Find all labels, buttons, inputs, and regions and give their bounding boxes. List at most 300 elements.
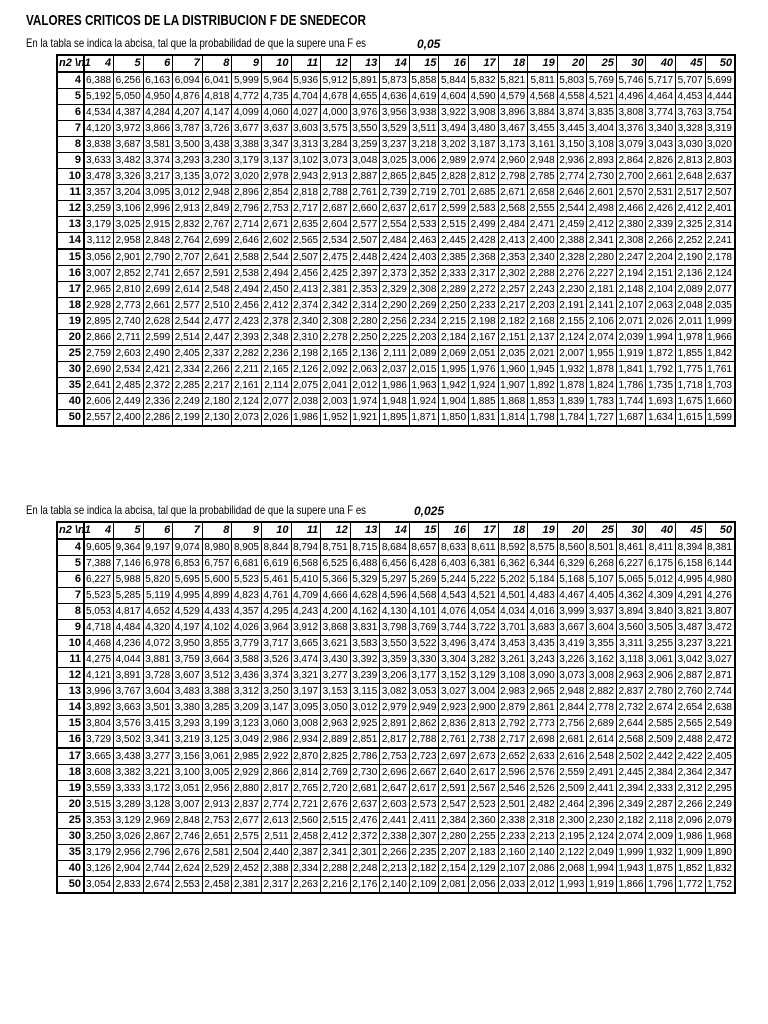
table-cell: 2,278 [321, 330, 351, 346]
table-cell: 2,753 [261, 201, 291, 217]
table-cell: 2,280 [587, 249, 617, 266]
table-cell: 2,089 [409, 346, 439, 362]
col-header-n1: 8 [202, 55, 232, 72]
table-cell: 2,617 [469, 765, 499, 781]
table-cell: 2,413 [498, 233, 528, 250]
table-cell: 5,523 [232, 572, 262, 588]
table-cell: 3,779 [232, 636, 262, 652]
table1-subtitle: En la tabla se indica la abcisa, tal que la probabilidad de que la supere una F es [26, 36, 366, 50]
table-cell: 2,063 [350, 362, 380, 378]
table-cell: 2,393 [232, 330, 262, 346]
table-cell: 6,619 [261, 556, 291, 572]
table-cell: 2,867 [143, 829, 173, 845]
table-cell: 2,412 [321, 829, 351, 845]
table-cell: 3,226 [557, 652, 587, 668]
table-cell: 3,560 [616, 620, 646, 636]
table-cell: 4,027 [291, 105, 321, 121]
table-cell: 2,761 [439, 732, 469, 749]
table-cell: 2,077 [261, 394, 291, 410]
table-cell: 3,550 [350, 121, 380, 137]
table-cell: 1,966 [705, 330, 735, 346]
table-cell: 3,665 [291, 636, 321, 652]
table-cell: 3,025 [114, 217, 144, 233]
table-cell: 4,534 [84, 105, 114, 121]
table-cell: 3,374 [261, 668, 291, 684]
table-cell: 2,464 [557, 797, 587, 813]
table-cell: 1,866 [616, 877, 646, 894]
table-cell: 2,241 [705, 233, 735, 250]
table-cell: 2,717 [498, 732, 528, 749]
table-row [57, 121, 735, 137]
table-cell: 2,109 [409, 877, 439, 894]
table-cell: 3,729 [84, 732, 114, 749]
col-header-n1: 19 [528, 522, 558, 539]
table-cell: 2,081 [439, 877, 469, 894]
table-cell: 2,089 [676, 282, 706, 298]
table-cell: 5,891 [350, 72, 380, 89]
table-cell: 1,909 [676, 845, 706, 861]
col-header-n1: 12 [321, 522, 351, 539]
table-cell: 2,194 [616, 266, 646, 282]
row-header-n2: 40 [57, 861, 84, 877]
table-cell: 2,307 [409, 829, 439, 845]
table-cell: 2,130 [202, 410, 232, 427]
table-row [57, 877, 735, 894]
table-cell: 3,285 [202, 700, 232, 716]
table-cell: 5,999 [232, 72, 262, 89]
row-header-n2: 16 [57, 732, 84, 749]
table-cell: 3,005 [202, 765, 232, 781]
table-cell: 2,336 [143, 394, 173, 410]
table-cell: 2,948 [557, 684, 587, 700]
table-cell: 2,882 [587, 684, 617, 700]
table-cell: 2,844 [557, 700, 587, 716]
table-cell: 2,617 [409, 781, 439, 797]
table-cell: 1,986 [291, 410, 321, 427]
table-cell: 2,813 [469, 716, 499, 732]
table-cell: 2,466 [616, 201, 646, 217]
table-cell: 1,986 [380, 378, 410, 394]
table-cell: 3,004 [469, 684, 499, 700]
table-cell: 2,591 [202, 266, 232, 282]
table-cell: 3,049 [232, 732, 262, 749]
table-row [57, 153, 735, 169]
table-cell: 4,405 [587, 588, 617, 604]
table-cell: 5,988 [114, 572, 144, 588]
table-cell: 6,978 [143, 556, 173, 572]
table-cell: 3,683 [528, 620, 558, 636]
table-cell: 2,714 [232, 217, 262, 233]
row-header-n2: 9 [57, 153, 84, 169]
row-header-n2: 15 [57, 249, 84, 266]
table-cell: 2,671 [498, 185, 528, 201]
row-header-n2: 25 [57, 346, 84, 362]
table-cell: 2,717 [291, 201, 321, 217]
table-cell: 1,921 [350, 410, 380, 427]
table-cell: 3,483 [173, 684, 203, 700]
table-cell: 2,388 [557, 233, 587, 250]
table-row [57, 620, 735, 636]
table-cell: 2,075 [291, 378, 321, 394]
table-cell: 3,717 [261, 636, 291, 652]
table-cell: 2,515 [321, 813, 351, 829]
table-cell: 1,772 [676, 877, 706, 894]
table-cell: 2,817 [380, 732, 410, 749]
table-cell: 8,501 [587, 539, 617, 556]
table-cell: 1,783 [587, 394, 617, 410]
table-cell: 1,976 [469, 362, 499, 378]
table-cell: 5,202 [498, 572, 528, 588]
table-cell: 2,476 [350, 813, 380, 829]
table-cell: 2,445 [439, 233, 469, 250]
table-row [57, 765, 735, 781]
table-cell: 4,823 [232, 588, 262, 604]
table-cell: 6,853 [173, 556, 203, 572]
col-header-n1: 10 [261, 522, 291, 539]
table-cell: 2,388 [261, 861, 291, 877]
table-cell: 3,056 [84, 249, 114, 266]
table-cell: 2,606 [84, 394, 114, 410]
table-cell: 3,135 [173, 169, 203, 185]
row-header-n2: 5 [57, 89, 84, 105]
table-cell: 3,891 [114, 668, 144, 684]
table-cell: 3,341 [143, 732, 173, 749]
table-cell: 2,233 [498, 829, 528, 845]
table-cell: 2,864 [616, 153, 646, 169]
row-header-n2: 19 [57, 781, 84, 797]
table-cell: 1,871 [409, 410, 439, 427]
table-cell: 3,259 [84, 201, 114, 217]
table-cell: 2,428 [469, 233, 499, 250]
table-row [57, 668, 735, 684]
table-cell: 2,136 [676, 266, 706, 282]
table-cell: 2,340 [291, 314, 321, 330]
table-cell: 3,128 [143, 797, 173, 813]
table-cell: 3,319 [705, 121, 735, 137]
col-header-n1: 12 [321, 55, 351, 72]
table-cell: 2,681 [350, 781, 380, 797]
table-cell: 2,426 [646, 201, 676, 217]
table-cell: 3,177 [409, 668, 439, 684]
table-cell: 4,818 [202, 89, 232, 105]
table-row [57, 217, 735, 233]
table-cell: 1,960 [498, 362, 528, 378]
table-cell: 2,769 [321, 765, 351, 781]
table-cell: 2,039 [616, 330, 646, 346]
table-cell: 2,501 [498, 797, 528, 813]
table-cell: 2,559 [557, 765, 587, 781]
table-cell: 2,168 [528, 314, 558, 330]
table-cell: 2,848 [173, 813, 203, 829]
table-cell: 2,979 [380, 700, 410, 716]
table-cell: 5,168 [557, 572, 587, 588]
col-header-n1: 40 [646, 55, 676, 72]
table-cell: 3,125 [202, 732, 232, 749]
table-cell: 4,735 [261, 89, 291, 105]
table-cell: 2,287 [646, 797, 676, 813]
table-cell: 1,852 [676, 861, 706, 877]
table-cell: 2,338 [380, 829, 410, 845]
table-cell: 4,995 [173, 588, 203, 604]
table-cell: 1,814 [498, 410, 528, 427]
table-cell: 2,565 [291, 233, 321, 250]
table-cell: 2,689 [587, 716, 617, 732]
table-cell: 4,044 [114, 652, 144, 668]
table-cell: 3,082 [380, 684, 410, 700]
table-cell: 1,761 [705, 362, 735, 378]
table-cell: 2,301 [350, 845, 380, 861]
table-row [57, 700, 735, 716]
table-cell: 2,484 [380, 233, 410, 250]
table-cell: 2,266 [202, 362, 232, 378]
table-cell: 3,106 [114, 201, 144, 217]
table-cell: 4,147 [202, 105, 232, 121]
table-cell: 4,558 [557, 89, 587, 105]
table-row [57, 394, 735, 410]
table-cell: 2,498 [587, 201, 617, 217]
table-cell: 3,112 [84, 233, 114, 250]
col-header-n1: 16 [439, 55, 469, 72]
col-header-n1: 7 [173, 55, 203, 72]
table-cell: 4,120 [84, 121, 114, 137]
table-cell: 2,767 [202, 217, 232, 233]
row-header-n2: 7 [57, 588, 84, 604]
table-cell: 8,633 [439, 539, 469, 556]
table-cell: 3,095 [143, 185, 173, 201]
table-row [57, 781, 735, 797]
table-cell: 2,906 [646, 668, 676, 684]
table-cell: 8,394 [676, 539, 706, 556]
table-cell: 2,137 [528, 330, 558, 346]
table-cell: 2,965 [84, 282, 114, 298]
table-cell: 5,803 [557, 72, 587, 89]
table-cell: 3,996 [84, 684, 114, 700]
table-cell: 2,340 [528, 249, 558, 266]
table-cell: 2,699 [202, 233, 232, 250]
table-cell: 2,079 [705, 813, 735, 829]
table-cell: 2,637 [705, 169, 735, 185]
col-header-n1: 40 [646, 522, 676, 539]
header-row [57, 55, 735, 72]
col-header-n1: 7 [173, 522, 203, 539]
table-cell: 2,400 [114, 410, 144, 427]
table-cell: 4,130 [380, 604, 410, 620]
table-cell: 2,484 [498, 217, 528, 233]
table-cell: 4,016 [528, 604, 558, 620]
table-cell: 4,761 [261, 588, 291, 604]
table-cell: 2,660 [350, 201, 380, 217]
table-cell: 4,619 [409, 89, 439, 105]
table-cell: 2,893 [587, 153, 617, 169]
table-cell: 1,735 [646, 378, 676, 394]
table-cell: 3,438 [202, 137, 232, 153]
col-header-n1: 15 [409, 55, 439, 72]
table-cell: 2,812 [469, 169, 499, 185]
table-cell: 4,876 [173, 89, 203, 105]
table-cell: 2,411 [409, 813, 439, 829]
table-cell: 2,788 [409, 732, 439, 749]
table-cell: 8,794 [291, 539, 321, 556]
table-cell: 2,696 [380, 765, 410, 781]
table-row [57, 797, 735, 813]
table-cell: 2,553 [173, 877, 203, 894]
table-cell: 4,102 [202, 620, 232, 636]
table-cell: 2,403 [409, 249, 439, 266]
table-cell: 3,374 [143, 153, 173, 169]
table-cell: 2,252 [676, 233, 706, 250]
table-cell: 2,068 [557, 861, 587, 877]
table-cell: 8,684 [380, 539, 410, 556]
table-cell: 3,353 [84, 813, 114, 829]
table-cell: 3,079 [616, 137, 646, 153]
table-cell: 1,853 [528, 394, 558, 410]
table-cell: 3,202 [439, 137, 469, 153]
table-cell: 5,811 [528, 72, 558, 89]
table-cell: 1,855 [676, 346, 706, 362]
table-cell: 5,107 [587, 572, 617, 588]
table-cell: 2,342 [321, 298, 351, 314]
table-cell: 3,445 [557, 121, 587, 137]
table-cell: 2,165 [321, 346, 351, 362]
table-cell: 2,124 [587, 829, 617, 845]
table-cell: 2,012 [350, 378, 380, 394]
table-cell: 2,458 [291, 829, 321, 845]
table-cell: 2,792 [498, 716, 528, 732]
table-cell: 2,956 [202, 781, 232, 797]
table-cell: 5,523 [84, 588, 114, 604]
table-cell: 2,637 [380, 201, 410, 217]
table-cell: 2,372 [350, 829, 380, 845]
table-cell: 3,663 [114, 700, 144, 716]
table-cell: 2,744 [143, 861, 173, 877]
table-row [57, 716, 735, 732]
table-cell: 2,891 [380, 716, 410, 732]
table-cell: 3,359 [380, 652, 410, 668]
table-cell: 6,041 [202, 72, 232, 89]
row-header-n2: 6 [57, 105, 84, 121]
table-cell: 4,309 [646, 588, 676, 604]
table-cell: 3,115 [350, 684, 380, 700]
table-cell: 2,397 [350, 266, 380, 282]
table-cell: 2,425 [321, 266, 351, 282]
table-cell: 5,050 [114, 89, 144, 105]
table-cell: 2,352 [409, 266, 439, 282]
table-cell: 1,872 [646, 346, 676, 362]
table-cell: 2,588 [232, 249, 262, 266]
table-cell: 2,333 [646, 781, 676, 797]
table-cell: 2,463 [409, 233, 439, 250]
table-cell: 1,895 [380, 410, 410, 427]
table-cell: 3,250 [261, 684, 291, 700]
table-cell: 4,666 [321, 588, 351, 604]
table-cell: 1,952 [321, 410, 351, 427]
table-cell: 3,467 [498, 121, 528, 137]
table-cell: 2,475 [321, 249, 351, 266]
row-header-n2: 4 [57, 539, 84, 556]
table-cell: 1,945 [528, 362, 558, 378]
table-cell: 1,784 [557, 410, 587, 427]
table-cell: 3,896 [498, 105, 528, 121]
table-cell: 2,740 [114, 314, 144, 330]
col-header-n1: 11 [291, 522, 321, 539]
row-header-n2: 6 [57, 572, 84, 588]
table-cell: 2,837 [232, 797, 262, 813]
table-cell: 2,372 [143, 378, 173, 394]
table-cell: 2,925 [350, 716, 380, 732]
table-cell: 2,400 [528, 233, 558, 250]
table-cell: 3,102 [291, 153, 321, 169]
table-cell: 2,248 [350, 861, 380, 877]
col-header-n1: 5 [114, 55, 144, 72]
table-row [57, 314, 735, 330]
table-cell: 2,739 [380, 185, 410, 201]
table-cell: 3,012 [173, 185, 203, 201]
table-cell: 5,964 [261, 72, 291, 89]
table-cell: 3,073 [321, 153, 351, 169]
table-cell: 3,261 [498, 652, 528, 668]
table-cell: 2,648 [676, 169, 706, 185]
table-cell: 3,237 [380, 137, 410, 153]
row-header-n2: 30 [57, 829, 84, 845]
table-cell: 4,496 [616, 89, 646, 105]
table-cell: 4,101 [409, 604, 439, 620]
table-cell: 2,033 [498, 877, 528, 894]
table-cell: 5,297 [380, 572, 410, 588]
table-cell: 2,848 [143, 233, 173, 250]
table1-alpha: 0,05 [417, 37, 441, 51]
table-cell: 4,950 [143, 89, 173, 105]
table-cell: 3,937 [587, 604, 617, 620]
table-cell: 3,667 [557, 620, 587, 636]
table-cell: 2,654 [676, 700, 706, 716]
table-row [57, 201, 735, 217]
table-cell: 2,413 [291, 282, 321, 298]
table-cell: 2,661 [646, 169, 676, 185]
table-cell: 3,575 [321, 121, 351, 137]
table-cell: 3,282 [469, 652, 499, 668]
table-cell: 3,665 [84, 748, 114, 765]
table-cell: 2,452 [232, 861, 262, 877]
col-header-n1: 8 [202, 522, 232, 539]
f-table-alpha-0025 [56, 521, 736, 894]
table-cell: 5,858 [409, 72, 439, 89]
table-cell: 2,983 [498, 684, 528, 700]
table-row [57, 539, 735, 556]
row-header-n2: 40 [57, 394, 84, 410]
table-cell: 2,738 [469, 732, 499, 749]
table-cell: 2,374 [291, 298, 321, 314]
table-cell: 8,751 [321, 539, 351, 556]
table-cell: 2,646 [557, 185, 587, 201]
table-cell: 2,753 [202, 813, 232, 829]
table-cell: 5,192 [84, 89, 114, 105]
table-cell: 6,256 [114, 72, 144, 89]
table-cell: 2,913 [173, 201, 203, 217]
table-cell: 3,855 [202, 636, 232, 652]
row-header-n2: 18 [57, 765, 84, 781]
table-cell: 3,221 [143, 765, 173, 781]
table-cell: 2,394 [616, 781, 646, 797]
table-cell: 2,499 [469, 217, 499, 233]
table-row [57, 185, 735, 201]
table-cell: 2,456 [232, 298, 262, 314]
table-cell: 3,108 [498, 668, 528, 684]
table-cell: 3,061 [646, 652, 676, 668]
table-cell: 2,759 [84, 346, 114, 362]
table-cell: 2,832 [173, 217, 203, 233]
table-cell: 6,094 [173, 72, 203, 89]
table-cell: 2,573 [409, 797, 439, 813]
